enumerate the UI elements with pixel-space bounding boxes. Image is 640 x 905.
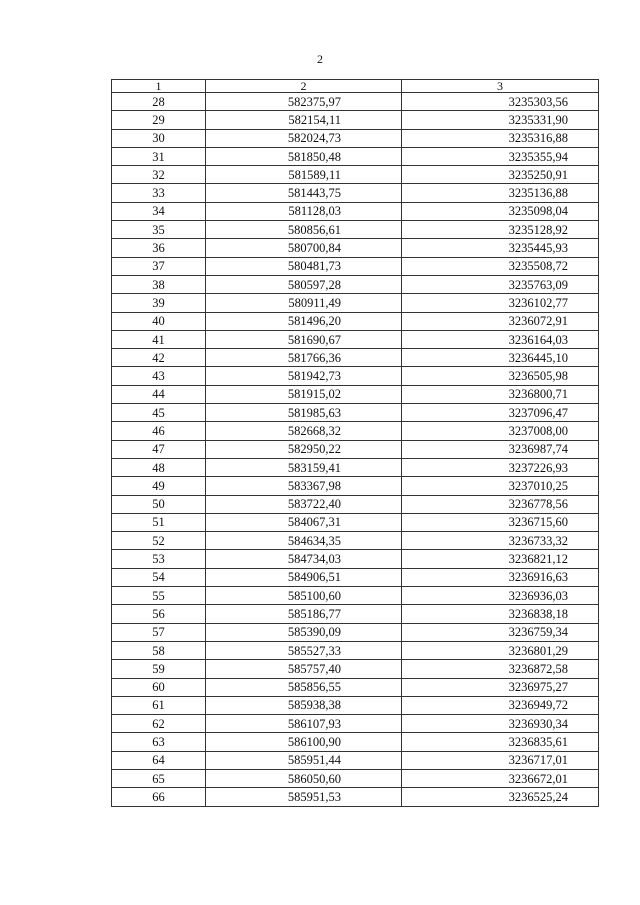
point-number-cell: 28 xyxy=(112,93,206,111)
column-header-number: 1 xyxy=(112,80,206,93)
y-coordinate-cell: 3235303,56 xyxy=(402,93,599,111)
table-row xyxy=(112,147,599,165)
table-row xyxy=(112,696,599,714)
x-coordinate-cell: 585951,53 xyxy=(206,788,402,806)
point-number-cell: 40 xyxy=(112,312,206,330)
x-coordinate-cell: 585100,60 xyxy=(206,587,402,605)
table-row xyxy=(112,184,599,202)
point-number-cell: 53 xyxy=(112,550,206,568)
y-coordinate-cell: 3236715,60 xyxy=(402,513,599,531)
table-row xyxy=(112,221,599,239)
y-coordinate-cell: 3236838,18 xyxy=(402,605,599,623)
table-row xyxy=(112,513,599,531)
y-coordinate-cell: 3236525,24 xyxy=(402,788,599,806)
x-coordinate-cell: 585186,77 xyxy=(206,605,402,623)
y-coordinate-cell: 3236072,91 xyxy=(402,312,599,330)
table-row xyxy=(112,751,599,769)
point-number-cell: 34 xyxy=(112,202,206,220)
x-coordinate-cell: 581915,02 xyxy=(206,385,402,403)
point-number-cell: 35 xyxy=(112,221,206,239)
y-coordinate-cell: 3237096,47 xyxy=(402,404,599,422)
table-row xyxy=(112,532,599,550)
x-coordinate-cell: 584634,35 xyxy=(206,532,402,550)
x-coordinate-cell: 585527,33 xyxy=(206,641,402,659)
table-row xyxy=(112,623,599,641)
point-number-cell: 51 xyxy=(112,513,206,531)
table-row xyxy=(112,587,599,605)
table-row xyxy=(112,257,599,275)
table-row xyxy=(112,605,599,623)
x-coordinate-cell: 580597,28 xyxy=(206,275,402,293)
x-coordinate-cell: 581850,48 xyxy=(206,147,402,165)
x-coordinate-cell: 585951,44 xyxy=(206,751,402,769)
y-coordinate-cell: 3236164,03 xyxy=(402,330,599,348)
point-number-cell: 37 xyxy=(112,257,206,275)
point-number-cell: 66 xyxy=(112,788,206,806)
y-coordinate-cell: 3236102,77 xyxy=(402,294,599,312)
table-row xyxy=(112,495,599,513)
table-row xyxy=(112,404,599,422)
point-number-cell: 59 xyxy=(112,660,206,678)
point-number-cell: 42 xyxy=(112,349,206,367)
y-coordinate-cell: 3236733,32 xyxy=(402,532,599,550)
table-row xyxy=(112,330,599,348)
point-number-cell: 44 xyxy=(112,385,206,403)
x-coordinate-cell: 582668,32 xyxy=(206,422,402,440)
point-number-cell: 32 xyxy=(112,166,206,184)
x-coordinate-cell: 585390,09 xyxy=(206,623,402,641)
x-coordinate-cell: 581128,03 xyxy=(206,202,402,220)
table-row xyxy=(112,733,599,751)
x-coordinate-cell: 583159,41 xyxy=(206,458,402,476)
y-coordinate-cell: 3235128,92 xyxy=(402,221,599,239)
x-coordinate-cell: 582154,11 xyxy=(206,111,402,129)
point-number-cell: 29 xyxy=(112,111,206,129)
y-coordinate-cell: 3236505,98 xyxy=(402,367,599,385)
x-coordinate-cell: 582950,22 xyxy=(206,440,402,458)
y-coordinate-cell: 3236936,03 xyxy=(402,587,599,605)
y-coordinate-cell: 3236872,58 xyxy=(402,660,599,678)
y-coordinate-cell: 3235250,91 xyxy=(402,166,599,184)
point-number-cell: 57 xyxy=(112,623,206,641)
x-coordinate-cell: 586100,90 xyxy=(206,733,402,751)
x-coordinate-cell: 580700,84 xyxy=(206,239,402,257)
point-number-cell: 30 xyxy=(112,129,206,147)
table-row xyxy=(112,660,599,678)
table-row xyxy=(112,275,599,293)
x-coordinate-cell: 585938,38 xyxy=(206,696,402,714)
point-number-cell: 33 xyxy=(112,184,206,202)
table-row xyxy=(112,715,599,733)
table-row xyxy=(112,641,599,659)
point-number-cell: 46 xyxy=(112,422,206,440)
x-coordinate-cell: 580911,49 xyxy=(206,294,402,312)
point-number-cell: 62 xyxy=(112,715,206,733)
table-row xyxy=(112,93,599,111)
table-row xyxy=(112,385,599,403)
table-row xyxy=(112,294,599,312)
point-number-cell: 49 xyxy=(112,477,206,495)
point-number-cell: 52 xyxy=(112,532,206,550)
point-number-cell: 43 xyxy=(112,367,206,385)
x-coordinate-cell: 584067,31 xyxy=(206,513,402,531)
y-coordinate-cell: 3235316,88 xyxy=(402,129,599,147)
x-coordinate-cell: 580481,73 xyxy=(206,257,402,275)
y-coordinate-cell: 3236778,56 xyxy=(402,495,599,513)
table-row xyxy=(112,458,599,476)
header-row xyxy=(112,80,599,93)
point-number-cell: 63 xyxy=(112,733,206,751)
x-coordinate-cell: 582024,73 xyxy=(206,129,402,147)
y-coordinate-cell: 3236801,29 xyxy=(402,641,599,659)
y-coordinate-cell: 3235508,72 xyxy=(402,257,599,275)
y-coordinate-cell: 3237226,93 xyxy=(402,458,599,476)
y-coordinate-cell: 3236987,74 xyxy=(402,440,599,458)
point-number-cell: 64 xyxy=(112,751,206,769)
y-coordinate-cell: 3236821,12 xyxy=(402,550,599,568)
table-row xyxy=(112,440,599,458)
table-row xyxy=(112,129,599,147)
coordinates-table xyxy=(111,79,599,807)
page-number: 2 xyxy=(317,52,323,66)
table-row xyxy=(112,550,599,568)
point-number-cell: 38 xyxy=(112,275,206,293)
table-row xyxy=(112,312,599,330)
table-row xyxy=(112,788,599,806)
y-coordinate-cell: 3237008,00 xyxy=(402,422,599,440)
y-coordinate-cell: 3236916,63 xyxy=(402,568,599,586)
point-number-cell: 31 xyxy=(112,147,206,165)
table-row xyxy=(112,568,599,586)
x-coordinate-cell: 581690,67 xyxy=(206,330,402,348)
point-number-cell: 55 xyxy=(112,587,206,605)
table-header xyxy=(112,80,599,93)
table-row xyxy=(112,349,599,367)
x-coordinate-cell: 584906,51 xyxy=(206,568,402,586)
y-coordinate-cell: 3236800,71 xyxy=(402,385,599,403)
table-row xyxy=(112,202,599,220)
column-header-y: 3 xyxy=(402,80,599,93)
y-coordinate-cell: 3236672,01 xyxy=(402,769,599,787)
x-coordinate-cell: 582375,97 xyxy=(206,93,402,111)
column-header-x: 2 xyxy=(206,80,402,93)
y-coordinate-cell: 3235136,88 xyxy=(402,184,599,202)
point-number-cell: 54 xyxy=(112,568,206,586)
table-row xyxy=(112,769,599,787)
table-row xyxy=(112,367,599,385)
x-coordinate-cell: 586107,93 xyxy=(206,715,402,733)
point-number-cell: 56 xyxy=(112,605,206,623)
y-coordinate-cell: 3235098,04 xyxy=(402,202,599,220)
table-row xyxy=(112,111,599,129)
y-coordinate-cell: 3236835,61 xyxy=(402,733,599,751)
y-coordinate-cell: 3235331,90 xyxy=(402,111,599,129)
y-coordinate-cell: 3236445,10 xyxy=(402,349,599,367)
y-coordinate-cell: 3236949,72 xyxy=(402,696,599,714)
x-coordinate-cell: 583722,40 xyxy=(206,495,402,513)
x-coordinate-cell: 586050,60 xyxy=(206,769,402,787)
table-row xyxy=(112,477,599,495)
x-coordinate-cell: 584734,03 xyxy=(206,550,402,568)
point-number-cell: 58 xyxy=(112,641,206,659)
y-coordinate-cell: 3236975,27 xyxy=(402,678,599,696)
x-coordinate-cell: 585856,55 xyxy=(206,678,402,696)
y-coordinate-cell: 3236759,34 xyxy=(402,623,599,641)
y-coordinate-cell: 3235763,09 xyxy=(402,275,599,293)
table-row xyxy=(112,166,599,184)
table-body xyxy=(112,93,599,807)
table-row xyxy=(112,239,599,257)
y-coordinate-cell: 3236930,34 xyxy=(402,715,599,733)
point-number-cell: 45 xyxy=(112,404,206,422)
x-coordinate-cell: 581443,75 xyxy=(206,184,402,202)
x-coordinate-cell: 581985,63 xyxy=(206,404,402,422)
table-row xyxy=(112,678,599,696)
y-coordinate-cell: 3235445,93 xyxy=(402,239,599,257)
point-number-cell: 47 xyxy=(112,440,206,458)
point-number-cell: 60 xyxy=(112,678,206,696)
x-coordinate-cell: 581496,20 xyxy=(206,312,402,330)
point-number-cell: 65 xyxy=(112,769,206,787)
point-number-cell: 61 xyxy=(112,696,206,714)
x-coordinate-cell: 581942,73 xyxy=(206,367,402,385)
table-row xyxy=(112,422,599,440)
point-number-cell: 36 xyxy=(112,239,206,257)
x-coordinate-cell: 585757,40 xyxy=(206,660,402,678)
point-number-cell: 48 xyxy=(112,458,206,476)
point-number-cell: 41 xyxy=(112,330,206,348)
point-number-cell: 39 xyxy=(112,294,206,312)
x-coordinate-cell: 581766,36 xyxy=(206,349,402,367)
x-coordinate-cell: 580856,61 xyxy=(206,221,402,239)
point-number-cell: 50 xyxy=(112,495,206,513)
y-coordinate-cell: 3237010,25 xyxy=(402,477,599,495)
y-coordinate-cell: 3236717,01 xyxy=(402,751,599,769)
x-coordinate-cell: 581589,11 xyxy=(206,166,402,184)
x-coordinate-cell: 583367,98 xyxy=(206,477,402,495)
y-coordinate-cell: 3235355,94 xyxy=(402,147,599,165)
